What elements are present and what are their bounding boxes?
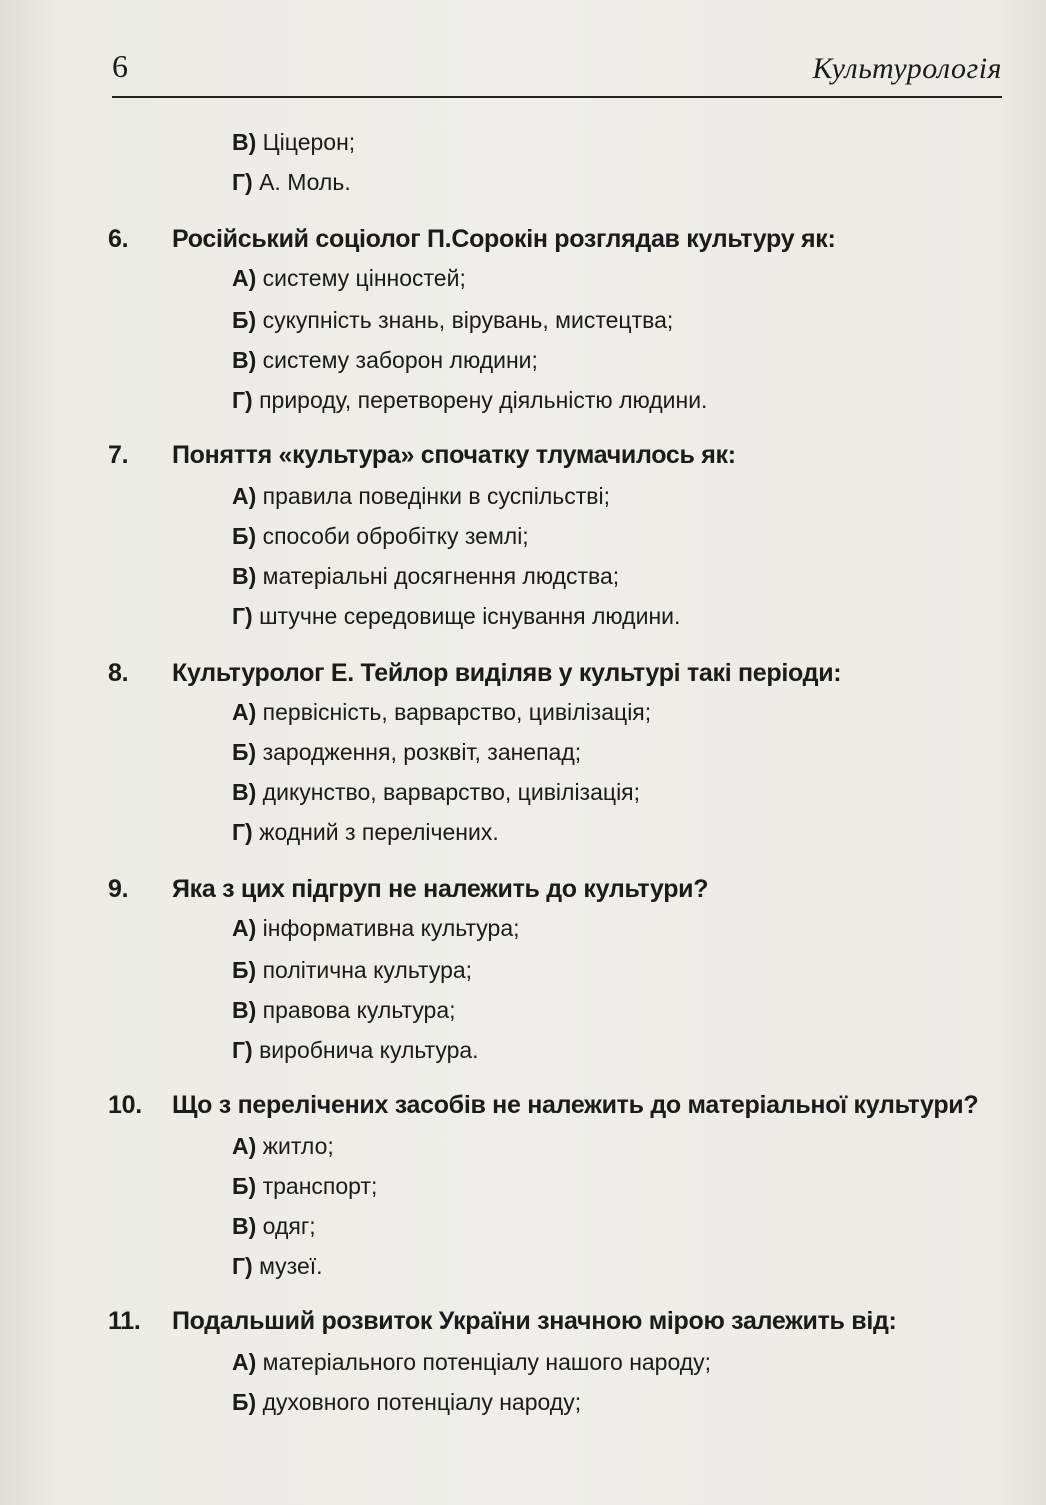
- answer-letter: В): [232, 1213, 257, 1239]
- answer-letter: А): [232, 915, 257, 941]
- answer-option: [232, 168, 351, 196]
- answer-text: транспорт;: [256, 1173, 378, 1199]
- answer-letter: Г): [232, 387, 253, 413]
- answer-letter: В): [232, 347, 257, 373]
- answer-text: А. Моль.: [252, 169, 351, 195]
- answer-text: виробнича культура.: [252, 1037, 479, 1063]
- question-number: 8.: [108, 659, 129, 687]
- question-text: Поняття «культура» спочатку тлумачилось як:: [172, 441, 736, 469]
- answer-text: штучне середовище існування людини.: [252, 603, 681, 629]
- answer-letter: Б): [232, 523, 257, 549]
- answer-option: [232, 1172, 377, 1200]
- answer-text: Ціцерон;: [256, 129, 356, 155]
- answer-option: [232, 778, 640, 806]
- answer-option: [232, 386, 707, 414]
- answer-option: [232, 346, 538, 374]
- answer-letter: А): [232, 1133, 257, 1159]
- answer-option: [232, 996, 456, 1024]
- answer-text: жодний з перелічених.: [252, 819, 499, 845]
- answer-text: духовного потенціалу народу;: [256, 1389, 582, 1415]
- answer-letter: Г): [232, 169, 253, 195]
- answer-option: [232, 306, 673, 334]
- answer-text: зародження, розквіт, занепад;: [256, 739, 582, 765]
- question-number: 6.: [108, 225, 129, 253]
- answer-letter: В): [232, 129, 257, 155]
- question-6: [108, 224, 835, 254]
- answer-option: [232, 482, 610, 510]
- answer-letter: Г): [232, 1253, 253, 1279]
- question-text: Яка з цих підгруп не належить до культури?: [172, 875, 709, 903]
- answer-letter: Б): [232, 307, 257, 333]
- answer-option: [232, 956, 472, 984]
- question-number: 7.: [108, 441, 129, 469]
- answer-text: політична культура;: [256, 957, 473, 983]
- answer-letter: Г): [232, 1037, 253, 1063]
- answer-text: житло;: [256, 1133, 334, 1159]
- answer-letter: А): [232, 483, 257, 509]
- answer-text: матеріальні досягнення людства;: [256, 563, 620, 589]
- answer-option: [232, 562, 619, 590]
- question-10: [108, 1090, 978, 1120]
- answer-text: правова культура;: [256, 997, 456, 1023]
- answer-letter: Б): [232, 739, 257, 765]
- answer-text: систему цінностей;: [256, 265, 466, 291]
- answer-letter: В): [232, 997, 257, 1023]
- answer-option: [232, 1036, 479, 1064]
- page-header: [112, 40, 1002, 98]
- answer-letter: А): [232, 1349, 257, 1375]
- answer-letter: Б): [232, 1389, 257, 1415]
- answer-option: [232, 1388, 581, 1416]
- answer-text: правила поведінки в суспільстві;: [256, 483, 610, 509]
- answer-letter: А): [232, 265, 257, 291]
- answer-option: [232, 128, 355, 156]
- answer-letter: В): [232, 779, 257, 805]
- answer-option: [232, 818, 499, 846]
- answer-letter: Г): [232, 819, 253, 845]
- answer-text: одяг;: [256, 1213, 316, 1239]
- answer-option: [232, 1212, 316, 1240]
- answer-text: сукупність знань, вірувань, мистецтва;: [256, 307, 674, 333]
- answer-option: [232, 522, 529, 550]
- question-number: 10.: [108, 1091, 142, 1119]
- answer-option: [232, 914, 520, 942]
- answer-option: [232, 698, 651, 726]
- question-number: 11.: [108, 1307, 141, 1335]
- question-number: 9.: [108, 875, 129, 903]
- answer-text: матеріального потенціалу нашого народу;: [256, 1349, 712, 1375]
- answer-option: [232, 1348, 711, 1376]
- question-11: [108, 1306, 897, 1336]
- question-text: Що з перелічених засобів не належить до матеріальної культури?: [172, 1091, 979, 1119]
- answer-letter: В): [232, 563, 257, 589]
- answer-text: музеї.: [252, 1253, 323, 1279]
- answer-letter: Б): [232, 957, 257, 983]
- question-text: Подальший розвиток України значною мірою залежить від:: [172, 1307, 897, 1335]
- answer-letter: А): [232, 699, 257, 725]
- answer-text: способи обробітку землі;: [256, 523, 529, 549]
- answer-text: систему заборон людини;: [256, 347, 538, 373]
- answer-text: дикунство, варварство, цивілізація;: [256, 779, 641, 805]
- running-title: Культурологія: [812, 52, 1002, 85]
- answer-text: первісність, варварство, цивілізація;: [256, 699, 652, 725]
- answer-option: [232, 602, 680, 630]
- answer-option: [232, 738, 581, 766]
- answer-option: [232, 1132, 334, 1160]
- answer-option: [232, 1252, 323, 1280]
- question-8: [108, 658, 841, 688]
- question-text: Культуролог Е. Тейлор виділяв у культурі такі періоди:: [172, 659, 842, 687]
- question-text: Російський соціолог П.Сорокін розглядав культуру як:: [172, 225, 836, 253]
- answer-letter: Г): [232, 603, 253, 629]
- answer-letter: Б): [232, 1173, 257, 1199]
- answer-option: [232, 264, 466, 292]
- answer-text: інформативна культура;: [256, 915, 520, 941]
- page-number: 6: [112, 48, 128, 84]
- question-7: [108, 440, 736, 470]
- question-9: [108, 874, 708, 904]
- answer-text: природу, перетворену діяльністю людини.: [252, 387, 708, 413]
